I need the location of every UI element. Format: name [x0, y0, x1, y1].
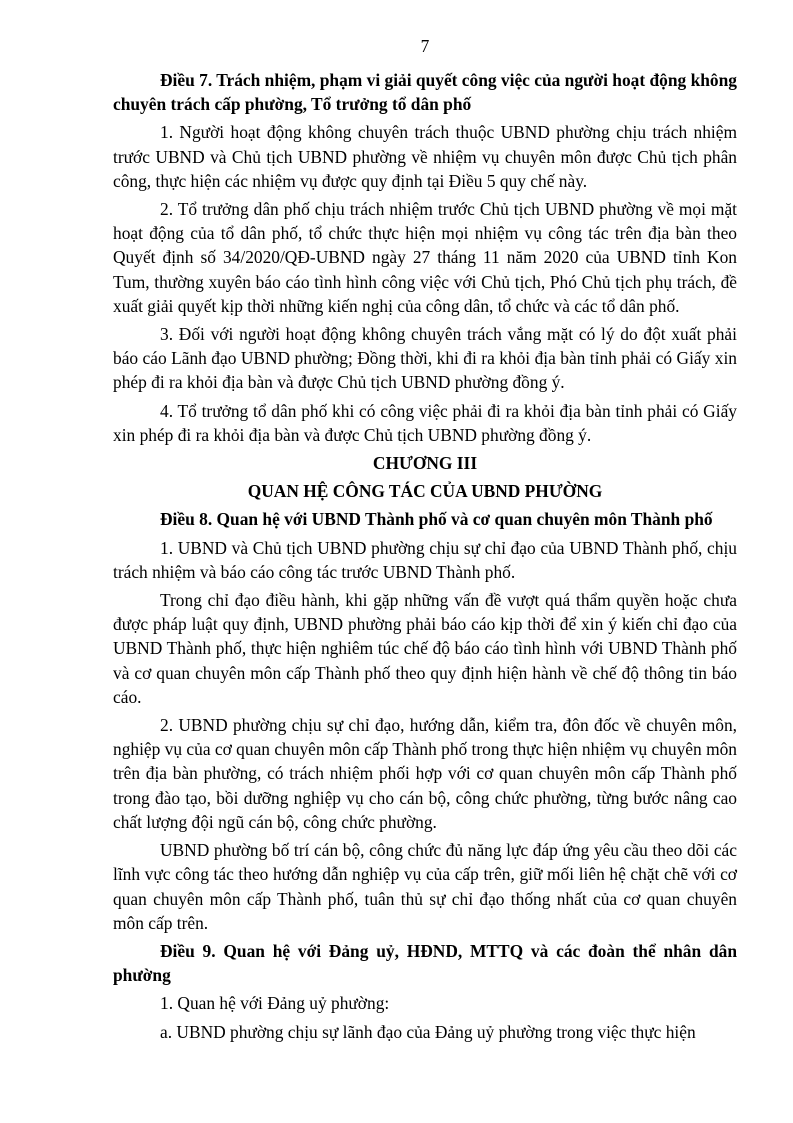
article-8-clause-2: 2. UBND phường chịu sự chỉ đạo, hướng dẫn, kiểm tra, đôn đốc về chuyên môn, nghiệp vụ của cơ quan chuyên môn cấp Thành phố trong thực hiện nhiệm vụ chuyên môn trên địa bàn phường, có trách nhiệm phối hợp với cơ quan chuyên môn cấp Thành phố trong đào tạo, bồi dưỡng nghiệp vụ cho cán bộ, công chức phường, từng bước nâng cao chất lượng đội ngũ cán bộ, công chức phường.: [113, 715, 737, 832]
article-7-heading: Điều 7. Trách nhiệm, phạm vi giải quyết công việc của người hoạt động không chuyên trách cấp phường, Tổ trưởng tổ dân phố: [113, 70, 737, 115]
page-number: 7: [420, 36, 430, 56]
chapter-number: CHƯƠNG III: [372, 453, 478, 474]
article-7-clause-1: 1. Người hoạt động không chuyên trách thuộc UBND phường chịu trách nhiệm trước UBND và Chủ tịch UBND phường về nhiệm vụ chuyên môn được Chủ tịch phân công, thực hiện các nhiệm vụ được quy định tại Điều 5 quy chế này.: [113, 122, 737, 191]
article-8-clause-1: 1. UBND và Chủ tịch UBND phường chịu sự chỉ đạo của UBND Thành phố, chịu trách nhiệm và báo cáo công tác trước UBND Thành phố.: [113, 537, 737, 582]
article-7-clause-4: 4. Tổ trưởng tổ dân phố khi có công việc phải đi ra khỏi địa bàn tỉnh phải có Giấy xin phép đi ra khỏi địa bàn và được Chủ tịch UBND phường đồng ý.: [113, 400, 737, 445]
article-7-clause-3: 3. Đối với người hoạt động không chuyên trách vắng mặt có lý do đột xuất phải báo cáo Lãnh đạo UBND phường; Đồng thời, khi đi ra khỏi địa bàn tỉnh phải có Giấy xin phép đi ra khỏi địa bàn và được Chủ tịch UBND phường đồng ý.: [113, 324, 737, 393]
article-8-heading: Điều 8. Quan hệ với UBND Thành phố và cơ quan chuyên môn Thành phố: [160, 509, 713, 530]
document-page: [113, 34, 737, 1048]
article-8-clause-1-detail: Trong chỉ đạo điều hành, khi gặp những vấn đề vượt quá thẩm quyền hoặc chưa được pháp luật quy định, UBND phường phải báo cáo kịp thời để xin ý kiến chỉ đạo của UBND Thành phố, thực hiện nghiêm túc chế độ báo cáo tình hình với UBND Thành phố và cơ quan chuyên môn cấp Thành phố theo quy định hiện hành về chế độ thông tin báo cáo.: [113, 590, 737, 707]
chapter-title: QUAN HỆ CÔNG TÁC CỦA UBND PHƯỜNG: [247, 481, 603, 502]
article-7-clause-2: 2. Tổ trưởng dân phố chịu trách nhiệm trước Chủ tịch UBND phường về mọi mặt hoạt động của tổ dân phố, tổ chức thực hiện mọi nhiệm vụ công tác trên địa bàn theo Quyết định số 34/2020/QĐ-UBND ngày 27 tháng 11 năm 2020 của UBND tỉnh Kon Tum, thường xuyên báo cáo tình hình công việc với Chủ tịch, Phó Chủ tịch phụ trách, đề xuất giải quyết kịp thời những kiến nghị của công dân, tổ chức và các tổ dân phố.: [113, 199, 737, 316]
article-9-heading: Điều 9. Quan hệ với Đảng uỷ, HĐND, MTTQ và các đoàn thể nhân dân phường: [113, 940, 737, 986]
article-8-clause-2-detail: UBND phường bố trí cán bộ, công chức đủ năng lực đáp ứng yêu cầu theo dõi các lĩnh vực công tác theo hướng dẫn nghiệp vụ của cấp trên, giữ mối liên hệ chặt chẽ với cơ quan chuyên môn cấp Thành phố, tuân thủ sự chỉ đạo thống nhất của cơ quan chuyên môn cấp trên.: [113, 840, 737, 933]
article-9-clause-1a: a. UBND phường chịu sự lãnh đạo của Đảng uỷ phường trong việc thực hiện: [160, 1021, 696, 1042]
article-9-clause-1: 1. Quan hệ với Đảng uỷ phường:: [160, 993, 390, 1014]
